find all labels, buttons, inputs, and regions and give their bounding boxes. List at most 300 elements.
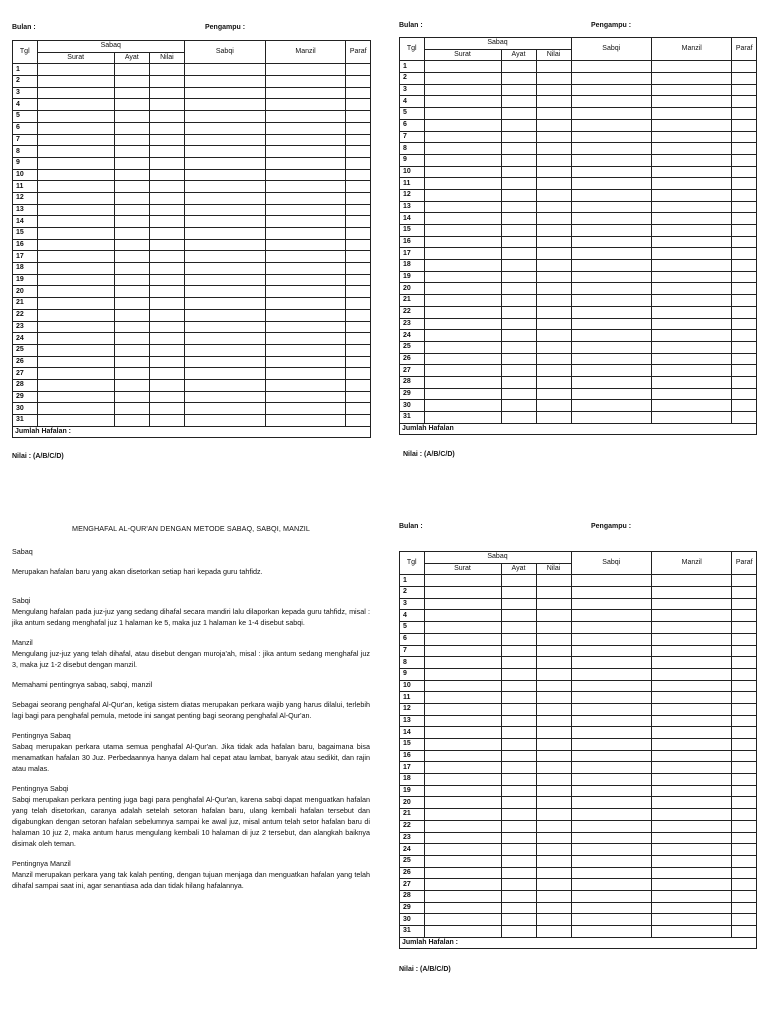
cell-paraf[interactable]	[732, 236, 757, 248]
cell-ayat[interactable]	[114, 263, 149, 275]
cell-paraf[interactable]	[346, 251, 371, 263]
cell-nilai[interactable]	[536, 154, 571, 166]
cell-surat[interactable]	[424, 820, 501, 832]
cell-surat[interactable]	[424, 201, 501, 213]
cell-manzil[interactable]	[651, 295, 731, 307]
cell-paraf[interactable]	[732, 306, 757, 318]
cell-surat[interactable]	[37, 344, 114, 356]
cell-sabqi[interactable]	[571, 832, 651, 844]
cell-nilai[interactable]	[149, 146, 184, 158]
cell-ayat[interactable]	[501, 867, 536, 879]
cell-manzil[interactable]	[651, 330, 731, 342]
cell-surat[interactable]	[424, 376, 501, 388]
cell-ayat[interactable]	[114, 216, 149, 228]
cell-sabqi[interactable]	[571, 84, 651, 96]
cell-nilai[interactable]	[149, 64, 184, 76]
cell-manzil[interactable]	[651, 750, 731, 762]
cell-sabqi[interactable]	[571, 867, 651, 879]
cell-ayat[interactable]	[501, 260, 536, 272]
cell-nilai[interactable]	[536, 832, 571, 844]
cell-sabqi[interactable]	[184, 204, 265, 216]
cell-ayat[interactable]	[501, 189, 536, 201]
cell-sabqi[interactable]	[571, 727, 651, 739]
cell-surat[interactable]	[424, 715, 501, 727]
cell-nilai[interactable]	[536, 633, 571, 645]
cell-ayat[interactable]	[501, 201, 536, 213]
cell-sabqi[interactable]	[184, 134, 265, 146]
cell-ayat[interactable]	[114, 274, 149, 286]
cell-paraf[interactable]	[732, 774, 757, 786]
cell-paraf[interactable]	[732, 809, 757, 821]
cell-ayat[interactable]	[114, 99, 149, 111]
cell-nilai[interactable]	[536, 353, 571, 365]
cell-sabqi[interactable]	[571, 400, 651, 412]
cell-ayat[interactable]	[114, 146, 149, 158]
cell-ayat[interactable]	[501, 108, 536, 120]
cell-sabqi[interactable]	[571, 131, 651, 143]
cell-manzil[interactable]	[265, 274, 346, 286]
cell-sabqi[interactable]	[571, 388, 651, 400]
cell-ayat[interactable]	[501, 213, 536, 225]
cell-surat[interactable]	[424, 271, 501, 283]
cell-nilai[interactable]	[536, 283, 571, 295]
cell-nilai[interactable]	[536, 260, 571, 272]
cell-manzil[interactable]	[265, 344, 346, 356]
cell-nilai[interactable]	[536, 867, 571, 879]
cell-paraf[interactable]	[732, 587, 757, 599]
cell-nilai[interactable]	[149, 204, 184, 216]
cell-ayat[interactable]	[114, 321, 149, 333]
cell-manzil[interactable]	[651, 727, 731, 739]
cell-manzil[interactable]	[651, 213, 731, 225]
cell-ayat[interactable]	[501, 750, 536, 762]
cell-ayat[interactable]	[501, 330, 536, 342]
cell-nilai[interactable]	[536, 668, 571, 680]
cell-nilai[interactable]	[536, 657, 571, 669]
cell-ayat[interactable]	[501, 692, 536, 704]
cell-manzil[interactable]	[651, 143, 731, 155]
cell-sabqi[interactable]	[571, 914, 651, 926]
cell-manzil[interactable]	[651, 400, 731, 412]
cell-manzil[interactable]	[265, 76, 346, 88]
cell-surat[interactable]	[424, 236, 501, 248]
cell-manzil[interactable]	[651, 902, 731, 914]
cell-ayat[interactable]	[501, 879, 536, 891]
cell-surat[interactable]	[424, 855, 501, 867]
cell-sabqi[interactable]	[184, 403, 265, 415]
cell-paraf[interactable]	[346, 64, 371, 76]
cell-ayat[interactable]	[114, 192, 149, 204]
cell-ayat[interactable]	[501, 703, 536, 715]
cell-ayat[interactable]	[501, 283, 536, 295]
cell-paraf[interactable]	[732, 283, 757, 295]
cell-ayat[interactable]	[501, 166, 536, 178]
cell-surat[interactable]	[424, 154, 501, 166]
cell-nilai[interactable]	[149, 356, 184, 368]
cell-surat[interactable]	[424, 902, 501, 914]
cell-nilai[interactable]	[536, 306, 571, 318]
cell-ayat[interactable]	[501, 400, 536, 412]
cell-manzil[interactable]	[651, 61, 731, 73]
cell-sabqi[interactable]	[571, 645, 651, 657]
cell-manzil[interactable]	[651, 306, 731, 318]
cell-sabqi[interactable]	[571, 692, 651, 704]
cell-paraf[interactable]	[346, 111, 371, 123]
cell-surat[interactable]	[424, 353, 501, 365]
cell-nilai[interactable]	[149, 181, 184, 193]
cell-surat[interactable]	[37, 379, 114, 391]
cell-paraf[interactable]	[732, 797, 757, 809]
cell-manzil[interactable]	[265, 286, 346, 298]
cell-sabqi[interactable]	[571, 213, 651, 225]
cell-manzil[interactable]	[651, 855, 731, 867]
cell-sabqi[interactable]	[571, 598, 651, 610]
cell-manzil[interactable]	[265, 181, 346, 193]
cell-manzil[interactable]	[651, 926, 731, 938]
cell-sabqi[interactable]	[571, 926, 651, 938]
cell-paraf[interactable]	[346, 309, 371, 321]
cell-nilai[interactable]	[536, 797, 571, 809]
cell-manzil[interactable]	[651, 108, 731, 120]
cell-manzil[interactable]	[651, 388, 731, 400]
cell-nilai[interactable]	[149, 333, 184, 345]
cell-sabqi[interactable]	[571, 260, 651, 272]
cell-surat[interactable]	[37, 76, 114, 88]
cell-manzil[interactable]	[651, 283, 731, 295]
cell-manzil[interactable]	[265, 298, 346, 310]
cell-paraf[interactable]	[732, 657, 757, 669]
cell-manzil[interactable]	[651, 318, 731, 330]
cell-surat[interactable]	[37, 333, 114, 345]
cell-surat[interactable]	[37, 87, 114, 99]
cell-paraf[interactable]	[732, 400, 757, 412]
cell-sabqi[interactable]	[184, 239, 265, 251]
cell-surat[interactable]	[424, 914, 501, 926]
cell-paraf[interactable]	[732, 260, 757, 272]
cell-sabqi[interactable]	[571, 143, 651, 155]
cell-surat[interactable]	[37, 192, 114, 204]
cell-surat[interactable]	[424, 809, 501, 821]
cell-sabqi[interactable]	[571, 622, 651, 634]
cell-paraf[interactable]	[732, 914, 757, 926]
cell-manzil[interactable]	[265, 157, 346, 169]
cell-paraf[interactable]	[732, 750, 757, 762]
cell-nilai[interactable]	[536, 622, 571, 634]
cell-sabqi[interactable]	[571, 703, 651, 715]
cell-nilai[interactable]	[149, 298, 184, 310]
cell-manzil[interactable]	[651, 271, 731, 283]
cell-nilai[interactable]	[536, 108, 571, 120]
cell-paraf[interactable]	[732, 879, 757, 891]
cell-nilai[interactable]	[149, 263, 184, 275]
cell-surat[interactable]	[37, 64, 114, 76]
cell-ayat[interactable]	[501, 785, 536, 797]
cell-nilai[interactable]	[536, 412, 571, 424]
cell-surat[interactable]	[424, 844, 501, 856]
cell-ayat[interactable]	[501, 61, 536, 73]
cell-paraf[interactable]	[346, 146, 371, 158]
cell-surat[interactable]	[37, 216, 114, 228]
cell-ayat[interactable]	[501, 236, 536, 248]
cell-surat[interactable]	[37, 169, 114, 181]
cell-surat[interactable]	[424, 365, 501, 377]
cell-manzil[interactable]	[265, 391, 346, 403]
cell-sabqi[interactable]	[184, 286, 265, 298]
cell-paraf[interactable]	[732, 412, 757, 424]
cell-sabqi[interactable]	[571, 762, 651, 774]
cell-surat[interactable]	[37, 111, 114, 123]
cell-nilai[interactable]	[536, 166, 571, 178]
cell-paraf[interactable]	[346, 204, 371, 216]
cell-nilai[interactable]	[536, 610, 571, 622]
cell-sabqi[interactable]	[184, 379, 265, 391]
cell-paraf[interactable]	[346, 76, 371, 88]
cell-sabqi[interactable]	[571, 587, 651, 599]
cell-paraf[interactable]	[732, 575, 757, 587]
cell-paraf[interactable]	[732, 143, 757, 155]
cell-ayat[interactable]	[114, 122, 149, 134]
cell-ayat[interactable]	[114, 391, 149, 403]
cell-surat[interactable]	[37, 309, 114, 321]
cell-nilai[interactable]	[536, 365, 571, 377]
cell-ayat[interactable]	[501, 902, 536, 914]
cell-sabqi[interactable]	[571, 353, 651, 365]
cell-paraf[interactable]	[732, 154, 757, 166]
cell-manzil[interactable]	[265, 134, 346, 146]
cell-sabqi[interactable]	[184, 251, 265, 263]
cell-surat[interactable]	[37, 146, 114, 158]
cell-paraf[interactable]	[732, 178, 757, 190]
cell-paraf[interactable]	[732, 926, 757, 938]
cell-surat[interactable]	[424, 926, 501, 938]
cell-manzil[interactable]	[265, 204, 346, 216]
cell-nilai[interactable]	[149, 76, 184, 88]
cell-manzil[interactable]	[265, 309, 346, 321]
cell-surat[interactable]	[424, 341, 501, 353]
cell-paraf[interactable]	[346, 403, 371, 415]
cell-paraf[interactable]	[346, 356, 371, 368]
cell-surat[interactable]	[424, 189, 501, 201]
cell-surat[interactable]	[424, 739, 501, 751]
cell-manzil[interactable]	[651, 703, 731, 715]
cell-manzil[interactable]	[651, 598, 731, 610]
cell-nilai[interactable]	[536, 201, 571, 213]
cell-paraf[interactable]	[732, 73, 757, 85]
cell-sabqi[interactable]	[571, 201, 651, 213]
cell-ayat[interactable]	[501, 680, 536, 692]
cell-ayat[interactable]	[501, 809, 536, 821]
cell-manzil[interactable]	[265, 87, 346, 99]
cell-sabqi[interactable]	[184, 87, 265, 99]
cell-manzil[interactable]	[651, 715, 731, 727]
cell-nilai[interactable]	[149, 192, 184, 204]
cell-ayat[interactable]	[501, 832, 536, 844]
cell-ayat[interactable]	[114, 181, 149, 193]
cell-manzil[interactable]	[651, 236, 731, 248]
cell-manzil[interactable]	[651, 248, 731, 260]
cell-surat[interactable]	[37, 368, 114, 380]
cell-surat[interactable]	[424, 283, 501, 295]
cell-nilai[interactable]	[149, 286, 184, 298]
cell-manzil[interactable]	[651, 879, 731, 891]
cell-manzil[interactable]	[651, 178, 731, 190]
cell-manzil[interactable]	[651, 914, 731, 926]
cell-ayat[interactable]	[501, 762, 536, 774]
cell-sabqi[interactable]	[184, 274, 265, 286]
cell-sabqi[interactable]	[571, 119, 651, 131]
cell-nilai[interactable]	[536, 680, 571, 692]
cell-ayat[interactable]	[501, 365, 536, 377]
cell-ayat[interactable]	[114, 204, 149, 216]
cell-ayat[interactable]	[114, 64, 149, 76]
cell-ayat[interactable]	[501, 890, 536, 902]
cell-ayat[interactable]	[114, 239, 149, 251]
cell-ayat[interactable]	[501, 715, 536, 727]
cell-ayat[interactable]	[501, 727, 536, 739]
cell-ayat[interactable]	[114, 251, 149, 263]
cell-nilai[interactable]	[536, 820, 571, 832]
cell-ayat[interactable]	[501, 622, 536, 634]
cell-sabqi[interactable]	[184, 122, 265, 134]
cell-nilai[interactable]	[536, 61, 571, 73]
cell-paraf[interactable]	[346, 333, 371, 345]
cell-sabqi[interactable]	[571, 318, 651, 330]
cell-ayat[interactable]	[114, 356, 149, 368]
cell-sabqi[interactable]	[571, 902, 651, 914]
cell-sabqi[interactable]	[571, 178, 651, 190]
cell-surat[interactable]	[424, 412, 501, 424]
cell-manzil[interactable]	[265, 415, 346, 427]
cell-ayat[interactable]	[501, 914, 536, 926]
cell-paraf[interactable]	[346, 87, 371, 99]
cell-surat[interactable]	[37, 356, 114, 368]
cell-nilai[interactable]	[536, 703, 571, 715]
cell-ayat[interactable]	[501, 657, 536, 669]
cell-ayat[interactable]	[501, 926, 536, 938]
cell-manzil[interactable]	[651, 668, 731, 680]
cell-manzil[interactable]	[265, 239, 346, 251]
cell-nilai[interactable]	[149, 122, 184, 134]
cell-ayat[interactable]	[501, 341, 536, 353]
cell-manzil[interactable]	[651, 657, 731, 669]
cell-manzil[interactable]	[651, 575, 731, 587]
cell-paraf[interactable]	[732, 598, 757, 610]
cell-ayat[interactable]	[501, 645, 536, 657]
cell-paraf[interactable]	[346, 157, 371, 169]
cell-surat[interactable]	[424, 306, 501, 318]
cell-nilai[interactable]	[536, 189, 571, 201]
cell-ayat[interactable]	[501, 131, 536, 143]
cell-nilai[interactable]	[149, 309, 184, 321]
cell-nilai[interactable]	[536, 84, 571, 96]
cell-nilai[interactable]	[536, 727, 571, 739]
cell-paraf[interactable]	[732, 96, 757, 108]
cell-paraf[interactable]	[732, 248, 757, 260]
cell-surat[interactable]	[37, 403, 114, 415]
cell-manzil[interactable]	[265, 333, 346, 345]
cell-paraf[interactable]	[732, 703, 757, 715]
cell-surat[interactable]	[424, 785, 501, 797]
cell-paraf[interactable]	[732, 610, 757, 622]
cell-surat[interactable]	[37, 286, 114, 298]
cell-ayat[interactable]	[501, 248, 536, 260]
cell-nilai[interactable]	[536, 715, 571, 727]
cell-surat[interactable]	[424, 692, 501, 704]
cell-sabqi[interactable]	[571, 341, 651, 353]
cell-paraf[interactable]	[346, 228, 371, 240]
cell-sabqi[interactable]	[184, 228, 265, 240]
cell-nilai[interactable]	[536, 143, 571, 155]
cell-sabqi[interactable]	[571, 236, 651, 248]
cell-manzil[interactable]	[265, 321, 346, 333]
cell-sabqi[interactable]	[184, 99, 265, 111]
cell-sabqi[interactable]	[184, 309, 265, 321]
cell-surat[interactable]	[424, 318, 501, 330]
cell-surat[interactable]	[424, 890, 501, 902]
cell-sabqi[interactable]	[571, 306, 651, 318]
cell-manzil[interactable]	[651, 785, 731, 797]
cell-paraf[interactable]	[732, 867, 757, 879]
cell-paraf[interactable]	[732, 318, 757, 330]
cell-nilai[interactable]	[536, 213, 571, 225]
cell-surat[interactable]	[424, 680, 501, 692]
cell-nilai[interactable]	[536, 809, 571, 821]
cell-nilai[interactable]	[536, 388, 571, 400]
cell-manzil[interactable]	[651, 376, 731, 388]
cell-ayat[interactable]	[501, 154, 536, 166]
cell-nilai[interactable]	[149, 321, 184, 333]
cell-paraf[interactable]	[732, 61, 757, 73]
cell-surat[interactable]	[424, 832, 501, 844]
cell-paraf[interactable]	[346, 321, 371, 333]
cell-manzil[interactable]	[651, 774, 731, 786]
cell-ayat[interactable]	[114, 228, 149, 240]
cell-surat[interactable]	[37, 391, 114, 403]
cell-sabqi[interactable]	[571, 668, 651, 680]
cell-manzil[interactable]	[651, 225, 731, 237]
cell-sabqi[interactable]	[571, 774, 651, 786]
cell-nilai[interactable]	[149, 239, 184, 251]
cell-paraf[interactable]	[346, 415, 371, 427]
cell-nilai[interactable]	[536, 645, 571, 657]
cell-sabqi[interactable]	[571, 809, 651, 821]
cell-manzil[interactable]	[265, 99, 346, 111]
cell-nilai[interactable]	[536, 225, 571, 237]
cell-manzil[interactable]	[651, 867, 731, 879]
cell-nilai[interactable]	[536, 575, 571, 587]
cell-sabqi[interactable]	[184, 321, 265, 333]
cell-sabqi[interactable]	[571, 96, 651, 108]
cell-manzil[interactable]	[265, 64, 346, 76]
cell-surat[interactable]	[424, 73, 501, 85]
cell-nilai[interactable]	[149, 169, 184, 181]
cell-paraf[interactable]	[732, 295, 757, 307]
cell-sabqi[interactable]	[571, 61, 651, 73]
cell-sabqi[interactable]	[184, 76, 265, 88]
cell-nilai[interactable]	[536, 890, 571, 902]
cell-paraf[interactable]	[732, 622, 757, 634]
cell-manzil[interactable]	[651, 341, 731, 353]
cell-manzil[interactable]	[265, 111, 346, 123]
cell-surat[interactable]	[37, 251, 114, 263]
cell-surat[interactable]	[37, 321, 114, 333]
cell-sabqi[interactable]	[184, 216, 265, 228]
cell-sabqi[interactable]	[571, 365, 651, 377]
cell-surat[interactable]	[424, 131, 501, 143]
cell-sabqi[interactable]	[571, 797, 651, 809]
cell-nilai[interactable]	[536, 739, 571, 751]
cell-sabqi[interactable]	[184, 344, 265, 356]
